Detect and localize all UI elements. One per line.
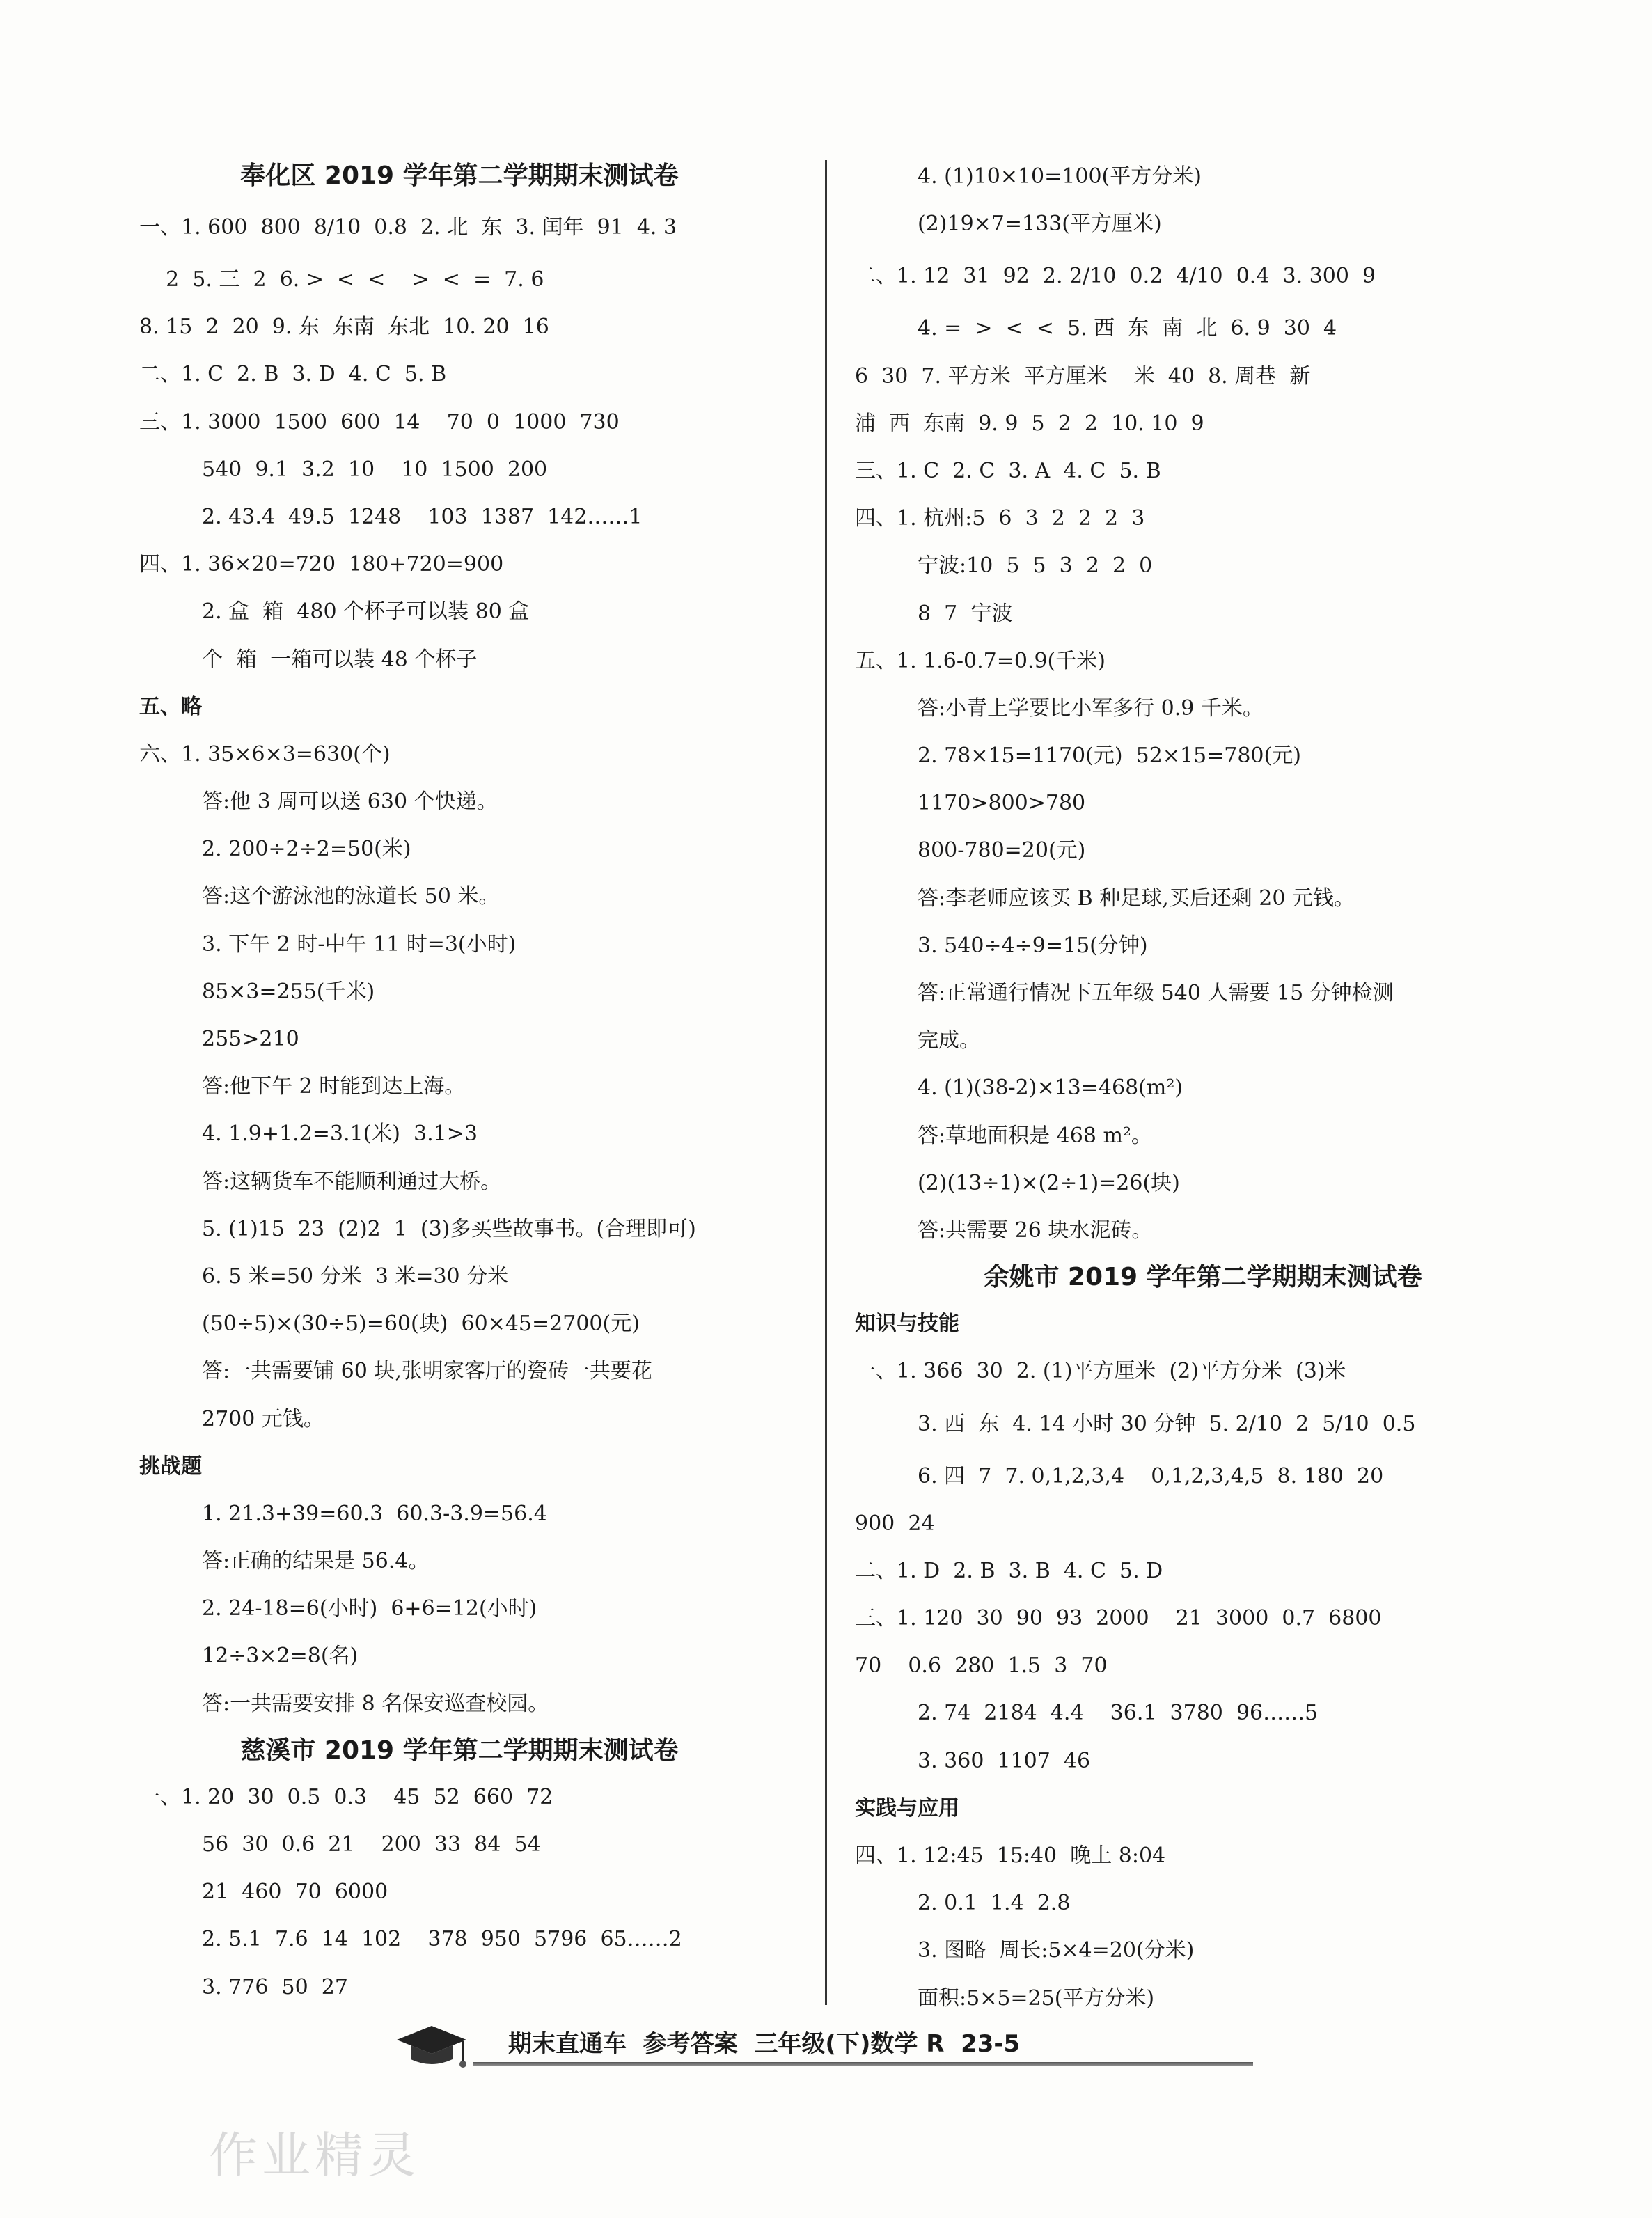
answer-line: 2. 43.4 49.5 1248 103 1387 142……1 (202, 504, 643, 529)
answer-line: 一、1. 20 30 0.5 0.3 45 52 660 72 (139, 1784, 553, 1809)
answer-line: 4. = > < < 5. 西 东 南 北 6. 9 30 4 (918, 316, 1337, 341)
answer-line: 2. 0.1 1.4 2.8 (918, 1891, 1071, 1916)
answer-line: 2700 元钱。 (202, 1406, 324, 1431)
answer-line: 3. 下午 2 时-中午 11 时=3(小时) (202, 931, 517, 957)
answer-line: 答:这个游泳池的泳道长 50 米。 (202, 884, 500, 909)
answer-line: 个 箱 一箱可以装 48 个杯子 (202, 647, 478, 672)
section-heading: 知识与技能 (855, 1312, 959, 1337)
answer-line: 1. 21.3+39=60.3 60.3-3.9=56.4 (202, 1501, 547, 1526)
answer-line: 四、1. 杭州:5 6 3 2 2 2 3 (855, 506, 1145, 531)
answer-line: 2 5. 三 2 6. > < < > < = 7. 6 (139, 267, 544, 292)
answer-line: 面积:5×5=25(平方分米) (918, 1985, 1155, 2011)
answer-line: 1170>800>780 (918, 791, 1086, 816)
answer-line: 255>210 (202, 1027, 299, 1051)
answer-line: 3. 540÷4÷9=15(分钟) (918, 933, 1148, 958)
answer-line: 2. 78×15=1170(元) 52×15=780(元) (918, 744, 1301, 769)
answer-line: 4. (1)10×10=100(平方分米) (918, 164, 1202, 189)
answer-line: 6. 四 7 7. 0,1,2,3,4 0,1,2,3,4,5 8. 180 20 (918, 1463, 1384, 1488)
right-column (855, 153, 1551, 2022)
page-footer (390, 2019, 1253, 2075)
section-title-yuyao: 余姚市 2019 学年第二学期期末测试卷 (984, 1263, 1422, 1292)
answer-line: (2)(13÷1)×(2÷1)=26(块) (918, 1170, 1180, 1195)
answer-line: 答:正常通行情况下五年级 540 人需要 15 分钟检测 (918, 981, 1394, 1005)
answer-line: 8. 15 2 20 9. 东 东南 东北 10. 20 16 (139, 315, 549, 340)
section-title-cixi: 慈溪市 2019 学年第二学期期末测试卷 (240, 1736, 679, 1765)
answer-line: 答:一共需要安排 8 名保安巡查校园。 (202, 1691, 549, 1716)
answer-line: 12÷3×2=8(名) (202, 1644, 359, 1669)
answer-line: 8 7 宁波 (918, 601, 1013, 626)
section-heading: 实践与应用 (855, 1795, 959, 1820)
answer-line: 答:一共需要铺 60 块,张明家客厅的瓷砖一共要花 (202, 1359, 652, 1384)
answer-line: 三、1. 120 30 90 93 2000 21 3000 0.7 6800 (855, 1606, 1382, 1631)
answer-line: 4. (1)(38-2)×13=468(m²) (918, 1076, 1183, 1101)
answer-line: 浦 西 东南 9. 9 5 2 2 10. 10 9 (855, 411, 1204, 436)
answer-line: (50÷5)×(30÷5)=60(块) 60×45=2700(元) (202, 1312, 640, 1337)
answer-line: 56 30 0.6 21 200 33 84 54 (202, 1832, 541, 1857)
section-heading: 挑战题 (139, 1454, 202, 1479)
answer-line: 3. 776 50 27 (202, 1974, 348, 1999)
footer-text: 期末直通车 参考答案 三年级(下)数学 R 23-5 (508, 2030, 1021, 2058)
answer-line: 4. 1.9+1.2=3.1(米) 3.1>3 (202, 1122, 478, 1147)
answer-line: 3. 360 1107 46 (918, 1748, 1091, 1773)
answer-line: 2. 5.1 7.6 14 102 378 950 5796 65……2 (202, 1927, 682, 1952)
answer-line: 答:李老师应该买 B 种足球,买后还剩 20 元钱。 (918, 886, 1355, 911)
answer-line: 2. 24-18=6(小时) 6+6=12(小时) (202, 1596, 537, 1621)
answer-line: 完成。 (918, 1028, 980, 1053)
answer-line: 6. 5 米=50 分米 3 米=30 分米 (202, 1264, 509, 1289)
answer-line: 六、1. 35×6×3=630(个) (139, 741, 391, 766)
answer-line: 540 9.1 3.2 10 10 1500 200 (202, 457, 548, 482)
answer-line: 800-780=20(元) (918, 838, 1086, 863)
answer-line: 3. 西 东 4. 14 小时 30 分钟 5. 2/10 2 5/10 0.5 (918, 1411, 1416, 1436)
answer-line: 四、1. 12:45 15:40 晚上 8:04 (855, 1843, 1166, 1868)
fenghua-answers (139, 199, 780, 1728)
answer-line: 答:正确的结果是 56.4。 (202, 1549, 430, 1574)
answer-line: 2. 74 2184 4.4 36.1 3780 96……5 (918, 1701, 1319, 1726)
answer-line: 四、1. 36×20=720 180+720=900 (139, 552, 504, 577)
answer-line: 5. (1)15 23 (2)2 1 (3)多买些故事书。(合理即可) (202, 1216, 696, 1241)
answer-line: 答:这辆货车不能顺利通过大桥。 (202, 1169, 502, 1194)
answer-line: 三、1. C 2. C 3. A 4. C 5. B (855, 458, 1161, 483)
footer-rule (473, 2062, 1253, 2066)
cixi-answers (139, 1774, 780, 2011)
answer-line: 二、1. 12 31 92 2. 2/10 0.2 4/10 0.4 3. 300 9 (855, 264, 1376, 289)
watermark-text: 作业精灵 (209, 2127, 420, 2184)
section-heading: 五、略 (139, 694, 202, 719)
answer-line: 2. 200÷2÷2=50(米) (202, 837, 411, 862)
answer-line: 答:他下午 2 时能到达上海。 (202, 1074, 466, 1099)
answer-line: 3. 图略 周长:5×4=20(分米) (918, 1938, 1195, 1963)
answer-line: 宁波:10 5 5 3 2 2 0 (918, 553, 1153, 579)
answer-line: 一、1. 366 30 2. (1)平方厘米 (2)平方分米 (3)米 (855, 1359, 1346, 1384)
column-divider (825, 160, 827, 2005)
section-title-fenghua: 奉化区 2019 学年第二学期期末测试卷 (240, 162, 679, 190)
answer-line: 6 30 7. 平方米 平方厘米 米 40 8. 周巷 新 (855, 363, 1311, 388)
answer-line: 一、1. 600 800 8/10 0.8 2. 北 东 3. 闰年 91 4. 3 (139, 215, 677, 239)
answer-line: 答:共需要 26 块水泥砖。 (918, 1218, 1153, 1243)
answer-line: 2. 盒 箱 480 个杯子可以装 80 盒 (202, 599, 530, 624)
left-column (139, 153, 780, 2011)
answer-line: 答:小青上学要比小军多行 0.9 千米。 (918, 695, 1264, 721)
answer-line: 答:他 3 周可以送 630 个快递。 (202, 789, 498, 815)
answer-line: 二、1. D 2. B 3. B 4. C 5. D (855, 1558, 1163, 1583)
answer-line: 85×3=255(千米) (202, 979, 375, 1004)
answer-line: 答:草地面积是 468 m²。 (918, 1123, 1152, 1148)
yuyao-answers (855, 1300, 1551, 2022)
answer-line: 70 0.6 280 1.5 3 70 (855, 1653, 1108, 1678)
answer-line: (2)19×7=133(平方厘米) (918, 212, 1162, 237)
answer-line: 900 24 (855, 1511, 935, 1536)
answer-line: 二、1. C 2. B 3. D 4. C 5. B (139, 362, 447, 387)
answer-line: 21 460 70 6000 (202, 1880, 388, 1905)
answer-line: 五、1. 1.6-0.7=0.9(千米) (855, 648, 1106, 673)
graduation-cap-icon (390, 2019, 473, 2075)
fenghua-answers-continued (855, 153, 1551, 1254)
answer-line: 三、1. 3000 1500 600 14 70 0 1000 730 (139, 409, 620, 434)
